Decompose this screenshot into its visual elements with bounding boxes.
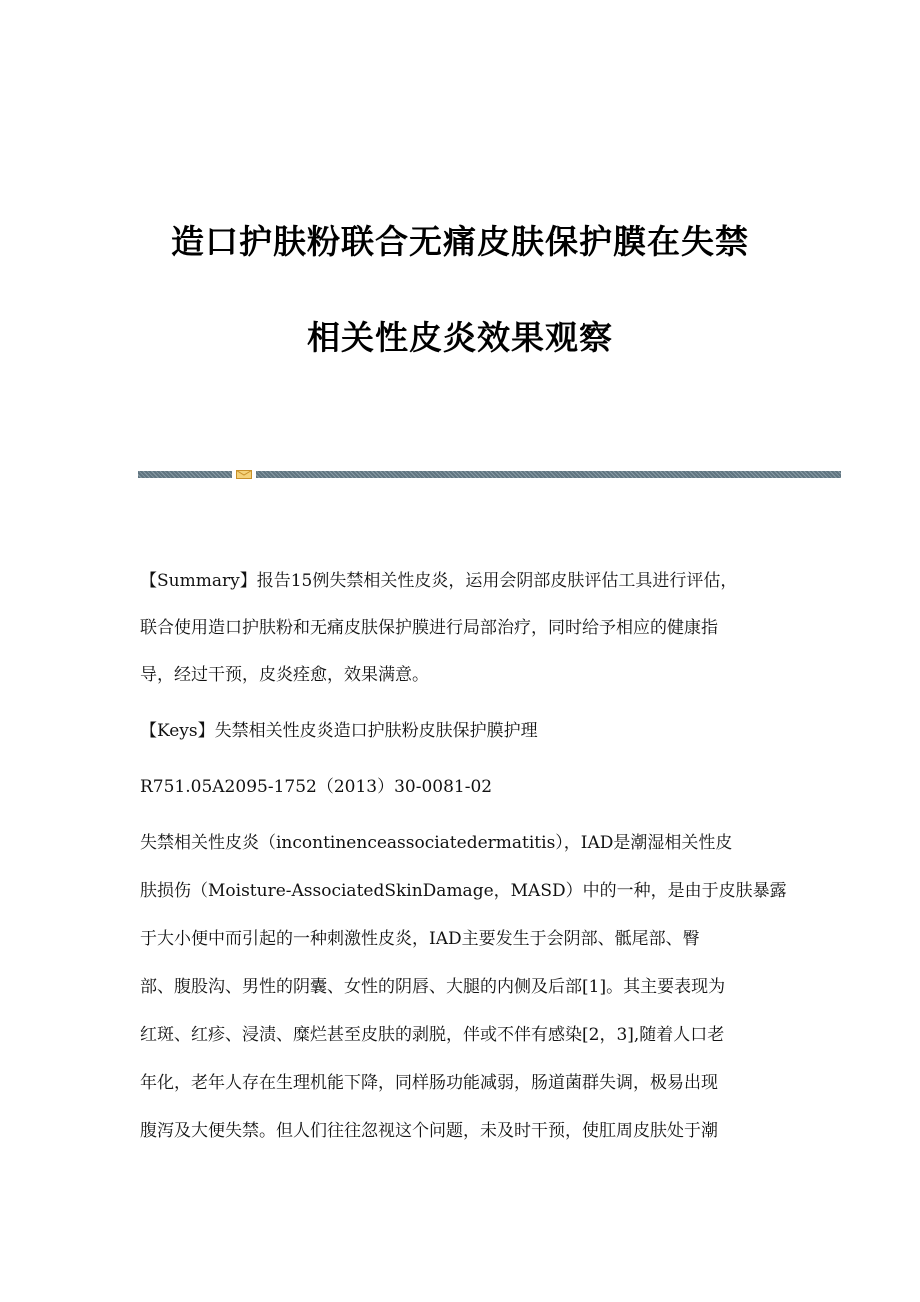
keys-line: 【Keys】失禁相关性皮炎造口护肤粉皮肤保护膜护理 <box>140 721 538 741</box>
body-line-7: 腹泻及大便失禁。但人们往往忽视这个问题，未及时干预，使肛周皮肤处于潮 <box>140 1121 718 1141</box>
body-line-1: 失禁相关性皮炎（incontinenceassociatedermatitis），IAD是潮湿相关性皮 <box>140 833 733 853</box>
document-title-line-2: 相关性皮炎效果观察 <box>307 318 613 357</box>
envelope-ornament-icon <box>236 470 252 479</box>
title-divider <box>138 470 841 479</box>
body-line-3: 于大小便中而引起的一种刺激性皮炎，IAD主要发生于会阴部、骶尾部、臀 <box>140 929 700 949</box>
summary-line-1: 【Summary】报告15例失禁相关性皮炎，运用会阴部皮肤评估工具进行评估， <box>140 571 738 591</box>
divider-bar-right <box>256 471 841 478</box>
classification-line: R751.05A2095-1752（2013）30-0081-02 <box>140 777 493 797</box>
body-line-2: 肤损伤（Moisture-AssociatedSkinDamage，MASD）中的一种，是由于皮肤暴露 <box>140 881 787 901</box>
divider-bar-left <box>138 471 232 478</box>
body-line-4: 部、腹股沟、男性的阴囊、女性的阴唇、大腿的内侧及后部[1]。其主要表现为 <box>140 977 726 997</box>
summary-line-3: 导，经过干预，皮炎痊愈，效果满意。 <box>140 665 429 685</box>
document-title-line-1: 造口护肤粉联合无痛皮肤保护膜在失禁 <box>171 222 749 261</box>
body-line-5: 红斑、红疹、浸渍、糜烂甚至皮肤的剥脱，伴或不伴有感染[2，3],随着人口老 <box>140 1025 725 1045</box>
summary-line-2: 联合使用造口护肤粉和无痛皮肤保护膜进行局部治疗，同时给予相应的健康指 <box>140 618 718 638</box>
body-line-6: 年化，老年人存在生理机能下降，同样肠功能减弱，肠道菌群失调，极易出现 <box>140 1073 718 1093</box>
